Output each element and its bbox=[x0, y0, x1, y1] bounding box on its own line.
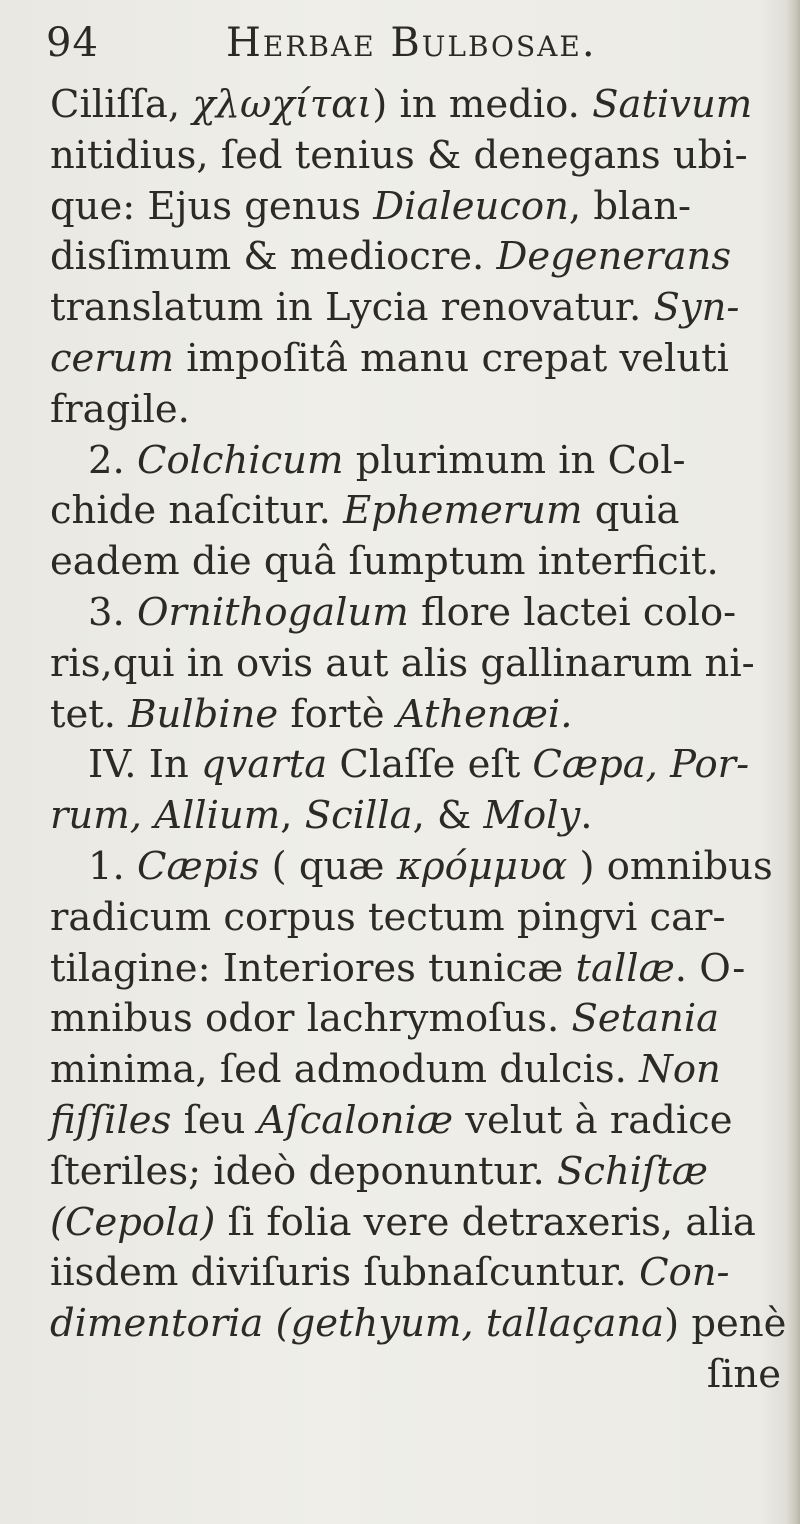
text-segment: translatum in Lycia renovatur. bbox=[50, 285, 654, 331]
text-line bbox=[50, 486, 785, 537]
text-segment: iisdem diviſuris ſubnaſcuntur. bbox=[50, 1250, 640, 1296]
text-segment: IV. In bbox=[88, 742, 201, 788]
text-line bbox=[50, 80, 785, 131]
text-segment: velut à radice bbox=[453, 1097, 733, 1143]
body-text bbox=[50, 80, 785, 1401]
text-segment: impoſitâ manu crepat veluti bbox=[174, 335, 729, 381]
text-segment: tet. bbox=[50, 691, 129, 737]
text-segment: disſimum & mediocre. bbox=[50, 234, 497, 280]
text-line bbox=[50, 283, 785, 334]
text-segment: que: Ejus genus bbox=[50, 183, 374, 229]
text-line bbox=[50, 1248, 785, 1299]
text-line bbox=[50, 1198, 785, 1249]
italic-segment: Setania bbox=[571, 996, 720, 1042]
text-line bbox=[50, 334, 785, 385]
text-segment: 1. bbox=[88, 843, 137, 889]
running-header bbox=[46, 20, 766, 72]
italic-segment: Sativum bbox=[592, 82, 753, 127]
text-line bbox=[50, 1045, 785, 1096]
italic-segment: Cæpis bbox=[136, 843, 260, 889]
italic-segment: rum, Allium bbox=[50, 793, 281, 839]
italic-segment: tallæ bbox=[575, 945, 675, 991]
page-number: 94 bbox=[46, 20, 99, 66]
text-segment: , & bbox=[412, 793, 484, 839]
italic-segment: Dialeucon bbox=[373, 183, 569, 229]
text-segment: eadem die quâ ſumptum interficit. bbox=[50, 539, 719, 585]
italic-segment: κρόμμυα bbox=[396, 843, 568, 889]
text-line bbox=[50, 131, 785, 182]
italic-segment: Colchicum bbox=[136, 437, 344, 483]
italic-segment: cerum bbox=[50, 335, 175, 381]
italic-segment: Athenæi. bbox=[396, 691, 573, 737]
text-line bbox=[50, 588, 785, 639]
page-edge bbox=[786, 0, 800, 1524]
text-segment: plurimum in Col- bbox=[343, 437, 686, 483]
text-line bbox=[50, 232, 785, 283]
text-segment: ( quæ bbox=[259, 843, 397, 889]
italic-segment: Con- bbox=[639, 1250, 730, 1296]
italic-segment: Degenerans bbox=[496, 234, 732, 280]
text-line bbox=[50, 791, 785, 842]
italic-segment: Cæpa, Por- bbox=[532, 742, 750, 788]
italic-segment: qvarta bbox=[201, 742, 328, 788]
italic-segment: Aſcaloniæ bbox=[257, 1097, 454, 1143]
text-segment: . bbox=[580, 793, 593, 839]
text-segment: . O- bbox=[674, 945, 746, 991]
text-segment: ſteriles; ideò deponuntur. bbox=[50, 1148, 558, 1194]
running-title: Herbae Bulbosae. bbox=[226, 20, 597, 66]
italic-segment: Schiſtæ bbox=[557, 1148, 708, 1194]
text-line bbox=[50, 1147, 785, 1198]
text-segment: ) omnibus bbox=[567, 843, 773, 889]
text-segment: fragile. bbox=[50, 386, 190, 432]
text-segment: Ciliſſa, bbox=[50, 82, 193, 127]
text-line bbox=[50, 740, 785, 791]
text-line bbox=[50, 537, 785, 588]
text-segment: quia bbox=[582, 488, 680, 534]
text-segment: mnibus odor lachrymoſus. bbox=[50, 996, 572, 1042]
text-segment: flore lactei colo- bbox=[408, 589, 737, 635]
text-line bbox=[50, 182, 785, 233]
italic-segment: Bulbine bbox=[128, 691, 279, 737]
text-line bbox=[50, 944, 785, 995]
italic-segment: Ornithogalum bbox=[136, 589, 409, 635]
italic-segment: Scilla bbox=[304, 793, 413, 839]
italic-segment: dimentoria (gethyum, tallaçana bbox=[50, 1301, 665, 1347]
italic-segment: Non bbox=[639, 1047, 721, 1093]
text-segment: chide naſcitur. bbox=[50, 488, 344, 534]
text-segment: ) penè bbox=[664, 1301, 787, 1347]
text-segment: , bbox=[280, 793, 305, 839]
italic-segment: Ephemerum bbox=[343, 488, 583, 534]
text-line bbox=[50, 385, 785, 436]
text-segment: tilagine: Interiores tunicæ bbox=[50, 945, 576, 991]
text-line bbox=[50, 1096, 785, 1147]
text-line bbox=[50, 1299, 785, 1350]
text-segment: fortè bbox=[278, 691, 397, 737]
italic-segment: fiſſiles bbox=[50, 1097, 172, 1143]
text-line bbox=[50, 436, 785, 487]
text-line bbox=[50, 690, 785, 741]
text-line bbox=[50, 639, 785, 690]
text-line bbox=[50, 994, 785, 1045]
text-line bbox=[50, 842, 785, 893]
italic-segment: Syn- bbox=[653, 285, 740, 331]
text-segment: ris,qui in ovis aut alis gallinarum ni- bbox=[50, 640, 755, 686]
text-segment: , blan- bbox=[568, 183, 692, 229]
italic-segment: χλωχίται bbox=[192, 82, 373, 127]
text-segment: radicum corpus tectum pingvi car- bbox=[50, 894, 726, 940]
text-segment: nitidius, ſed tenius & denegans ubi- bbox=[50, 132, 748, 178]
text-segment: ſeu bbox=[171, 1097, 258, 1143]
text-line bbox=[50, 893, 785, 944]
text-segment: 2. bbox=[88, 437, 137, 483]
text-segment: ſi folia vere detraxeris, alia bbox=[215, 1199, 756, 1245]
text-segment: Claſſe eſt bbox=[327, 742, 533, 788]
text-segment: minima, ſed admodum dulcis. bbox=[50, 1047, 640, 1093]
text-segment: 3. bbox=[88, 589, 137, 635]
text-segment: ſine bbox=[706, 1351, 781, 1397]
text-segment: ) in medio. bbox=[372, 82, 593, 127]
italic-segment: (Cepola) bbox=[50, 1199, 216, 1245]
text-line bbox=[50, 1350, 785, 1401]
italic-segment: Moly bbox=[483, 793, 581, 839]
